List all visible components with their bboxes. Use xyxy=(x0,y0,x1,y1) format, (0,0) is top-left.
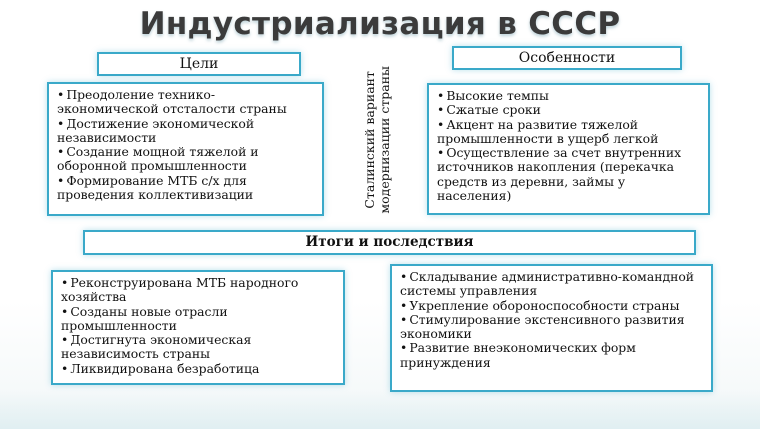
center-label: Сталинский вариант модернизации страны xyxy=(362,65,392,214)
list-item: • Осуществление за счет внутренних источников накопления (перекачка средств из деревни, займы у населения) xyxy=(437,146,700,203)
list-item: • Реконструирована МТБ народного хозяйства xyxy=(61,276,335,305)
features-list xyxy=(437,89,700,203)
list-item: • Достигнута экономическая независимость страны xyxy=(61,333,335,362)
features-header xyxy=(452,46,682,70)
results-right-list xyxy=(400,270,703,370)
goals-header-label: Цели xyxy=(179,56,219,72)
features-list-box xyxy=(427,83,710,215)
list-item: • Созданы новые отрасли промышленности xyxy=(61,305,335,334)
list-item: • Высокие темпы xyxy=(437,89,700,103)
list-item: • Укрепление обороноспособности страны xyxy=(400,299,703,313)
goals-header xyxy=(97,52,301,76)
list-item: • Ликвидирована безработица xyxy=(61,362,335,376)
features-header-label: Особенности xyxy=(518,50,616,66)
list-item: • Создание мощной тяжелой и оборонной промышленности xyxy=(57,145,314,174)
list-item: • Стимулирование экстенсивного развития экономики xyxy=(400,313,703,342)
list-item: • Преодоление технико-экономической отсталости страны xyxy=(57,88,314,117)
list-item: • Развитие внеэкономических форм принуждения xyxy=(400,341,703,370)
slide-bottom-gradient xyxy=(0,389,760,429)
goals-list-box xyxy=(47,82,324,216)
list-item: • Формирование МТБ с/х для проведения коллективизации xyxy=(57,174,314,203)
results-left-list xyxy=(61,276,335,376)
results-header-label: Итоги и последствия xyxy=(305,234,474,250)
results-right-box xyxy=(390,264,713,392)
results-header xyxy=(83,230,696,255)
slide-title: Индустриализация в СССР xyxy=(139,6,621,42)
list-item: • Складывание административно-командной системы управления xyxy=(400,270,703,299)
list-item: • Сжатые сроки xyxy=(437,103,700,117)
goals-list xyxy=(57,88,314,202)
results-left-box xyxy=(51,270,345,385)
list-item: • Достижение экономической независимости xyxy=(57,117,314,146)
list-item: • Акцент на развитие тяжелой промышленности в ущерб легкой xyxy=(437,118,700,147)
center-label-area xyxy=(333,62,421,217)
